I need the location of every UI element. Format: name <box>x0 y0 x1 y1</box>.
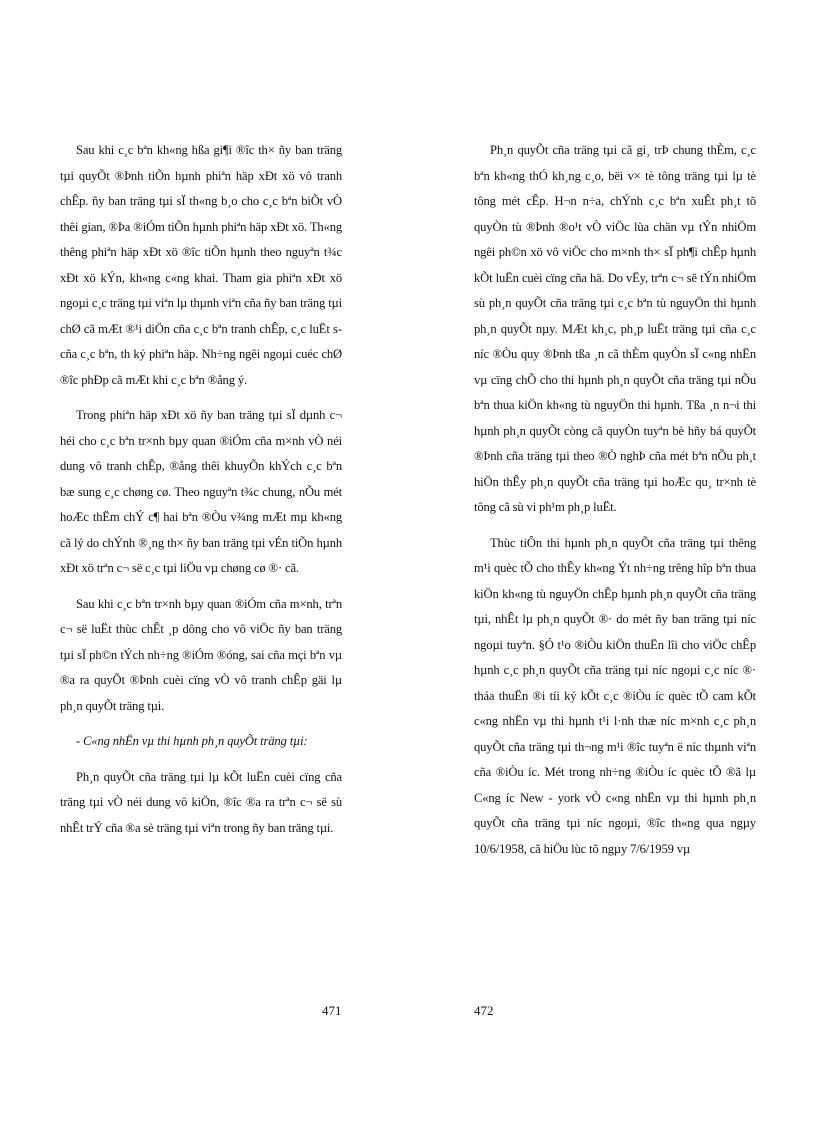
right-page-text <box>474 138 756 872</box>
page-number-left: 471 <box>322 1003 342 1018</box>
left-page-text <box>60 138 342 851</box>
paragraph: Sau khi c¸c bªn kh«ng hßa gi¶i ®îc th× ñy ban träng tµi quyÕt ®Þnh tiÕn hµnh phiªn häp xÐt xö vô tranh chÊp. ñy ban träng tµi sÏ th«ng b¸o cho c¸c bªn biÕt vÒ thêi gian, ®Þa ®iÓm tiÕn hµnh phiªn häp xÐt xö. Th«ng thêng phiªn häp xÐt xö ®îc tiÕn hµnh theo nguyªn t¾c xÐt xö kÝn, kh«ng c«ng khai. Tham gia phiªn xÐt xö ngoµi c¸c träng tµi viªn lµ thµnh viªn cña ñy ban träng tµi chØ cã mÆt ®¹i diÖn cña c¸c bªn tranh chÊp, c¸c luËt s cña c¸c bªn, th ký phiªn häp. Nh÷ng ngêi ngoµi cuéc chØ ®îc phÐp cã mÆt khi c¸c bªn ®ång ý. <box>60 143 342 387</box>
page-number-right: 472 <box>474 1003 494 1018</box>
paragraph: Ph¸n quyÕt cña träng tµi lµ kÕt luËn cuèi cïng cña träng tµi vÒ néi dung vô kiÖn, ®îc ®a ra trªn c¬ së sù nhÊt trÝ cña ®a sè träng tµi viªn trong ñy ban träng tµi. <box>60 769 342 835</box>
section-heading: - C«ng nhËn vµ thi hµnh ph¸n quyÕt träng tµi: <box>76 734 308 748</box>
paragraph: Sau khi c¸c bªn tr×nh bµy quan ®iÓm cña m×nh, trªn c¬ së luËt thùc chÊt ¸p dông cho vô viÖc ñy ban träng tµi sÏ ph©n tÝch nh÷ng ®iÓm ®óng, sai cña mçi bªn vµ ®a ra quyÕt ®Þnh cuèi cïng vÒ vô tranh chÊp gäi lµ ph¸n quyÕt träng tµi. <box>60 596 342 713</box>
paragraph: Ph¸n quyÕt cña träng tµi cã gi¸ trÞ chung thÈm, c¸c bªn kh«ng thÓ kh¸ng c¸o, bëi v× tè tông träng tµi lµ tè tông mét cÊp. H¬n n÷a, chÝnh c¸c bªn xuÊt ph¸t tõ quyÒn tù ®Þnh ®o¹t vÒ viÖc lùa chän vµ tÝn nhiÖm ngêi ph©n xö vô viÖc cho m×nh th× sÏ ph¶i chÊp hµnh kÕt luËn cuèi cïng cña hä. Do vËy, trªn c¬ së tÝn nhiÖm sù ph¸n quyÕt cña träng tµi c¸c bªn tù nguyÖn thi hµnh ph¸n quyÕt nµy. MÆt kh¸c, ph¸p luËt träng tµi cña c¸c níc ®Òu quy ®Þnh tßa ¸n cã thÈm quyÒn sÏ c«ng nhËn vµ cïng chÕ cho thi hµnh ph¸n quyÕt cña träng tµi nÕu bªn thua kiÖn kh«ng tù nguyÖn thi hµnh. Tßa ¸n n¬i thi hµnh ph¸n quyÕt còng cã quyÒn tuyªn bè hñy bá quyÕt ®Þnh cña träng tµi theo ®Ò nghÞ cña mét bªn nÕu ph¸t hiÖn thÊy ph¸n quyÕt cña träng tµi hoÆc qu¸ tr×nh tè tông cã sù vi ph¹m ph¸p luËt. <box>474 143 756 514</box>
paragraph: Thùc tiÔn thi hµnh ph¸n quyÕt cña träng tµi thêng m¹i quèc tÕ cho thÊy kh«ng Ýt nh÷ng trêng hîp bªn thua kiÖn kh«ng tù nguyÖn chÊp hµnh ph¸n quyÕt cña träng tµi, nhÊt lµ ph¸n quyÕt ®· do mét ñy ban träng tµi níc ngoµi tuyªn. §Ó t¹o ®iÒu kiÖn thuËn lîi cho viÖc chÊp hµnh c¸c ph¸n quyÕt cña träng tµi níc ngoµi c¸c níc ®· tháa thuËn ®i tíi ký kÕt c¸c ®iÒu íc quèc tÕ cam kÕt c«ng nhËn vµ thi hµnh t¹i l·nh thæ níc m×nh c¸c ph¸n quyÕt cña träng tµi th¬ng m¹i ®îc tuyªn ë níc thµnh viªn cña ®iÒu íc. Mét trong nh÷ng ®iÒu íc quèc tÕ ®ã lµ C«ng íc New - york vÒ c«ng nhËn vµ thi hµnh ph¸n quyÕt cña träng tµi níc ngoµi, ®îc th«ng qua ngµy 10/6/1958, cã hiÖu lùc tõ ngµy 7/6/1959 vµ <box>474 535 756 856</box>
paragraph: Trong phiªn häp xÐt xö ñy ban träng tµi sÏ dµnh c¬ héi cho c¸c bªn tr×nh bµy quan ®iÓm cña m×nh vÒ néi dung vô tranh chÊp, ®ång thêi khuyÕn khÝch c¸c bªn bæ sung c¸c chøng cø. Theo nguyªn t¾c chung, nÕu mét hoÆc thËm chÝ c¶ hai bªn ®Òu v¾ng mÆt mµ kh«ng cã lý do chÝnh ®¸ng th× ñy ban träng tµi vÉn tiÕn hµnh xÐt xö trªn c¬ së c¸c tµi liÖu vµ chøng cø ®· cã. <box>60 408 342 575</box>
